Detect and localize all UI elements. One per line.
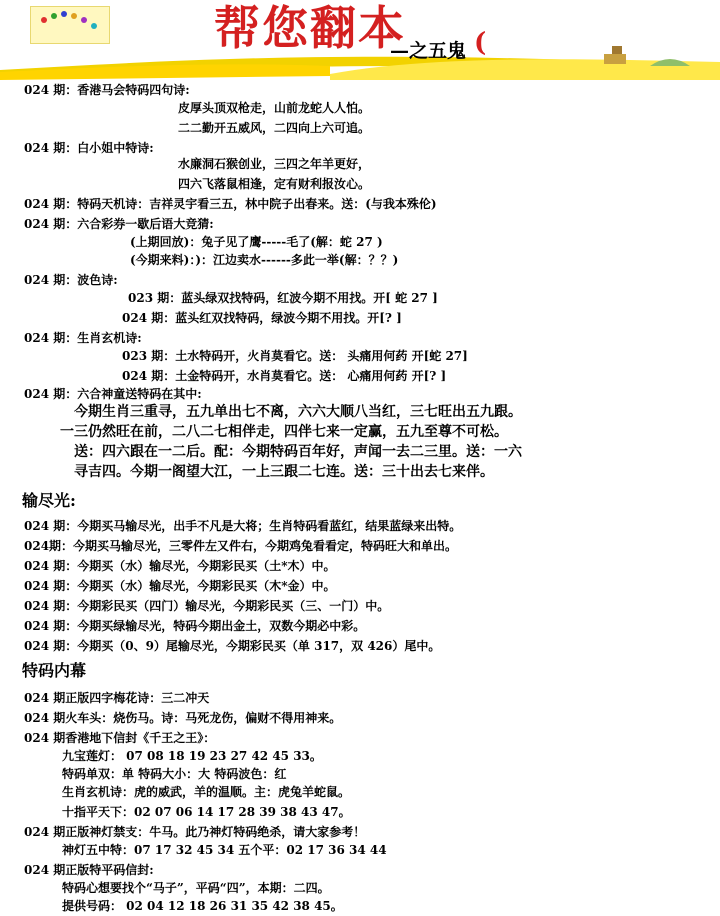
inside-p4: 024 期正版神灯禁支：牛马。此乃神灯特码绝杀，请大家参考！ — [24, 825, 366, 839]
s4-line-2: (今期来料)：)：江边卖水------多此一举(解：？？) — [130, 253, 399, 267]
lose-item: 024 期：今期彩民买（四门）输尽光，今期彩民买（三、一门）中。 — [24, 599, 390, 613]
inside-p3-c: 生肖玄机诗：虎的威武，羊的温顺。主：虎兔羊蛇鼠。 — [62, 785, 351, 799]
s4-label: 024 期：六合彩券一歇后语大竞猜: — [24, 217, 214, 231]
page-title: 帮您翻本 — [214, 1, 406, 55]
inside-p3-d: 十指平天下：02 07 06 14 17 28 39 38 43 47。 — [62, 805, 351, 819]
s4-line-1: (上期回放)：兔子见了鹰-----毛了(解：蛇 27 ) — [130, 235, 383, 249]
lose-item: 024 期：今期买（水）输尽光，今期彩民买（木*金）中。 — [24, 579, 336, 593]
inside-p5-a: 特码心想要找个“马子”，平码“四”，本期：二四。 — [62, 881, 330, 895]
inside-p4-a: 神灯五中特：07 17 32 45 34 五个平：02 17 36 34 44 — [62, 843, 387, 857]
lose-item: 024 期：今期买绿输尽光，特码今期出金土，双数今期必中彩。 — [24, 619, 366, 633]
s5-line-1: 023 期：蓝头绿双找特码，红波今期不用找。开[ 蛇 27 ] — [128, 291, 438, 305]
title-paren: ( — [474, 28, 487, 58]
lose-item: 024期：今期买马输尽光，三零件左又件右，今期鸡兔看看定，特码旺大和单出。 — [24, 539, 458, 553]
s1-label: 024 期：香港马会特码四句诗: — [24, 83, 190, 97]
s7-line-1: 今期生肖三重寻，五九单出七不离，六六大顺八当红，三七旺出五九跟。 — [74, 404, 522, 420]
s2-line-1: 水廉洞石猴创业，三四之年羊更好， — [178, 157, 371, 171]
inside-p1: 024 期正版四字梅花诗：三二冲天 — [24, 691, 210, 705]
header-banner — [0, 0, 720, 84]
lose-item: 024 期：今期买（水）输尽光，今期彩民买（土*木）中。 — [24, 559, 336, 573]
page-subtitle: —之五鬼 — [390, 40, 467, 62]
lose-heading: 输尽光: — [22, 491, 76, 510]
s3-line: 024 期：特码天机诗：吉祥灵宇看三五，林中院子出春来。送：(与我本殊伦) — [24, 197, 437, 211]
lose-item: 024 期：今期买马输尽光，出手不凡是大将；生肖特码看蓝红，结果蓝绿来出特。 — [24, 519, 462, 533]
s1-line-2: 二二勤开五威风，二四向上六可追。 — [178, 121, 371, 135]
logo — [30, 6, 110, 44]
lose-item: 024 期：今期买（0、9）尾输尽光，今期彩民买（单 317，双 426）尾中。 — [24, 639, 441, 653]
s1-line-1: 皮厚头顶双枪走，山前龙蛇人人怕。 — [178, 101, 371, 115]
inside-p3-b: 特码单双：单 特码大小：大 特码波色：红 — [62, 767, 287, 781]
inside-heading: 特码内幕 — [22, 661, 87, 680]
s7-line-3: 送：四六跟在一二后。配：今期特码百年好，声闻一去二三里。送：一六 — [74, 444, 522, 460]
inside-p5-b: 提供号码： 02 04 12 18 26 31 35 42 38 45。 — [62, 899, 343, 913]
s5-label: 024 期：波色诗: — [24, 273, 118, 287]
s6-line-2: 024 期：土金特码开，水肖莫看它。送： 心痛用何药 开[? ] — [122, 369, 447, 383]
s2-line-2: 四六飞落鼠相逢，定有财利报汝心。 — [178, 177, 371, 191]
s7-line-2: 一三仍然旺在前，二八二七相伴走，四伴七来一定赢，五九至尊不可松。 — [60, 424, 508, 440]
inside-p2: 024 期火车头：烧伤马。诗：马死龙伤，偏财不得用神来。 — [24, 711, 342, 725]
s6-line-1: 023 期：土水特码开，火肖莫看它。送： 头痛用何药 开[蛇 27] — [122, 349, 468, 363]
s2-label: 024 期：白小姐中特诗: — [24, 141, 154, 155]
inside-p5: 024 期正版特平码信封: — [24, 863, 154, 877]
s6-label: 024 期：生肖玄机诗: — [24, 331, 142, 345]
s5-line-2: 024 期：蓝头红双找特码，绿波今期不用找。开[? ] — [122, 311, 402, 325]
s7-line-4: 寻吉四。今期一阁望大江，一上三跟二七连。送：三十出去七来伴。 — [74, 464, 494, 480]
inside-p3: 024 期香港地下信封《千王之王》： — [24, 731, 216, 745]
s7-label: 024 期：六合神童送特码在其中: — [24, 387, 202, 401]
inside-p3-a: 九宝莲灯： 07 08 18 19 23 27 42 45 33。 — [62, 749, 322, 763]
